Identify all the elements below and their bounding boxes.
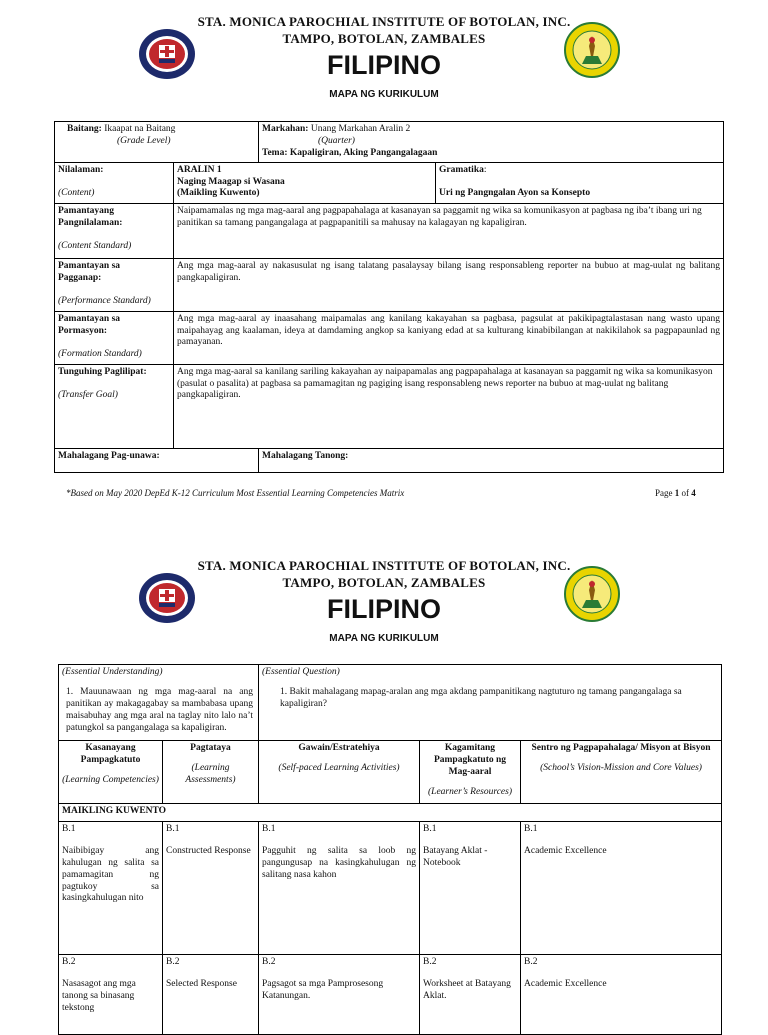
eu-cell: [59, 665, 259, 741]
eq-cell: [259, 665, 722, 741]
performance-standard-text: Ang mga mag-aaral ay nakasusulat ng isang talatang pasalaysay bilang isang responsableng reporter na bubuo at mag-uulat ng balitang pangkapaligiran.: [174, 258, 724, 311]
competency-text: Naibibigay ang kahulugan ng salita sa pamamagitan ng pagtukoy sa kasingkahulugan nito: [62, 845, 159, 904]
assessment-cell: [163, 822, 259, 955]
performance-standard-label1: [58, 261, 170, 273]
page-label: Page: [655, 488, 673, 498]
value-text: Academic Excellence: [524, 978, 607, 989]
page-of: of: [681, 488, 689, 498]
table-row: [55, 122, 724, 163]
assessment-text: Constructed Response: [166, 845, 251, 856]
table-row: [59, 665, 722, 741]
row-code: B.2: [62, 957, 76, 967]
formation-standard-label1: Pamantayan sa: [58, 313, 121, 324]
school-address: TAMPO, BOTOLAN, ZAMBALES: [282, 31, 486, 46]
transfer-goal-label-cell: [55, 364, 174, 448]
baitang-label: Baitang:: [67, 124, 102, 134]
formation-standard-sub: (Formation Standard): [58, 349, 142, 360]
content-standard-sub: (Content Standard): [58, 241, 132, 252]
header-title: Sentro ng Pagpapahalaga/ Misyon at Bisyon: [531, 743, 711, 753]
school-seal-icon: [138, 28, 196, 80]
assessment-text: Selected Response: [166, 978, 237, 989]
header-title: Kagamitang Pampagkatuto ng Mag-aaral: [433, 743, 507, 777]
table-row: [55, 162, 724, 203]
content-standard-label1: Pamantayang: [58, 205, 114, 216]
activity-cell: [259, 955, 420, 1035]
performance-standard-label-cell: [55, 258, 174, 311]
value-text: Academic Excellence: [524, 845, 607, 856]
competency-cell: [59, 955, 163, 1035]
nilalaman-sub: (Content): [58, 188, 95, 199]
header-sub: (Learning Assessments): [185, 762, 236, 785]
resource-cell: [420, 955, 521, 1035]
activity-text: Pagguhit ng salita sa loob ng pangungusap na kasingkahulugan ng salitang nasa kahon: [262, 845, 416, 880]
formation-standard-text: Ang mga mag-aaral ay inaasahang maipamalas ang kanilang kakayahan sa pagbasa, pagsulat at pakikipagtalastasan nang wasto upang maipahayag ang kaalaman, ideya at damdaming angkop sa kaniyang edad at sa kulturang kinabibilangan at nakikilahok sa pagpapaunlad ng pamayanan.: [174, 311, 724, 364]
gramatika-cell: Gramatika: Uri ng Pangngalan Ayon sa Konsepto: [436, 162, 724, 203]
header-sub: (Learning Competencies): [62, 774, 159, 785]
subject-title-2: FILIPINO: [327, 594, 441, 624]
performance-standard-label2: Pagganap:: [58, 272, 102, 283]
aralin-cell: [174, 162, 436, 203]
table-row: [55, 203, 724, 258]
eu-text: 1. Mauunawaan ng mga mag-aaral na ang panitikan ay makagagabay sa mambabasa upang maisabuhay ang mga aral na taglay nito lalo na’t patungkol sa pangangalaga sa kapaligiran.: [66, 686, 253, 733]
eq-label: (Essential Question): [262, 667, 340, 677]
resource-cell: [420, 822, 521, 955]
footer-note: *Based on May 2020 DepEd K-12 Curriculum Most Essential Learning Competencies Matrix: [66, 488, 405, 498]
row-code: B.1: [423, 824, 437, 834]
baitang-value: Ikaapat na Baitang: [104, 124, 176, 134]
markahan-cell: [259, 122, 724, 163]
header-values: [521, 741, 722, 804]
gramatika-label: Gramatika: [439, 164, 484, 175]
header-resources: [420, 741, 521, 804]
activity-cell: [259, 822, 420, 955]
table-row: [55, 364, 724, 448]
learning-plan-table: [58, 664, 722, 1035]
header-assessments: [163, 741, 259, 804]
page-total: 4: [691, 488, 696, 498]
content-standard-text: Naipamamalas ng mga mag-aaral ang pagpapahalaga at kasanayan sa paggamit ng wika sa komunikasyon at pagbasa ng iba’t ibang uri ng panitikan sa tamang pangangalaga at pagpapanitili sa mahusay na kalagayan ng kapaligiran.: [174, 203, 724, 258]
subject-title: FILIPINO: [327, 50, 441, 80]
aralin-title: Naging Maagap si Wasana: [177, 176, 285, 187]
school-name: STA. MONICA PAROCHIAL INSTITUTE OF BOTOLAN, INC.: [197, 14, 571, 29]
value-cell: [521, 955, 722, 1035]
doc-title-2: MAPA NG KURIKULUM: [329, 633, 439, 644]
header-activities: [259, 741, 420, 804]
table-row: [59, 822, 722, 955]
baitang-sub: (Grade Level): [117, 135, 171, 146]
curriculum-map-table: [54, 121, 724, 473]
competency-text: Nasasagot ang mga tanong sa binasang tekstong: [62, 978, 136, 1013]
value-cell: [521, 822, 722, 955]
content-standard-label2: Pangnilalaman:: [58, 217, 123, 228]
row-code: B.1: [524, 824, 538, 834]
table-row: [55, 448, 724, 472]
doc-title: MAPA NG KURIKULUM: [329, 89, 439, 100]
tanong-label: Mahalagang Tanong:: [259, 448, 724, 472]
table-row: [55, 258, 724, 311]
page-number: [655, 488, 696, 498]
table-row: [55, 311, 724, 364]
resource-text: Batayang Aklat - Notebook: [423, 845, 488, 868]
row-code: B.2: [524, 957, 538, 967]
header-title: Pagtataya: [190, 743, 231, 753]
row-code: B.2: [262, 957, 276, 967]
header-sub: (School’s Vision-Mission and Core Values): [540, 762, 702, 773]
assessment-cell: [163, 955, 259, 1035]
tema: Tema: Kapaligiran, Aking Pangangalagaan: [262, 147, 438, 158]
header-sub: (Self-paced Learning Activities): [278, 762, 400, 773]
school-name-2: STA. MONICA PAROCHIAL INSTITUTE OF BOTOLAN, INC.: [197, 558, 571, 573]
pag-unawa-label: Mahalagang Pag-unawa:: [55, 448, 259, 472]
row-code: B.2: [423, 957, 437, 967]
aralin-type: (Maikling Kuwento): [177, 188, 260, 199]
nilalaman-label-cell: [55, 162, 174, 203]
baitang-cell: [55, 122, 259, 163]
activity-text: Pagsagot sa mga Pamprosesong Katanungan.: [262, 978, 384, 1001]
gramatika-value: Uri ng Pangngalan Ayon sa Konsepto: [439, 188, 591, 199]
markahan-label: Markahan:: [262, 124, 309, 134]
header-title: Kasanayang Pampagkatuto: [80, 743, 141, 765]
formation-standard-label-cell: [55, 311, 174, 364]
row-code: B.1: [262, 824, 276, 834]
competency-cell: [59, 822, 163, 955]
header-competencies: [59, 741, 163, 804]
transfer-goal-text: Ang mga mag-aaral sa kanilang sariling kakayahan ay naipapamalas ang pagpapahalaga at kasanayan sa paggamit ng wika sa komunikasyon (pasulat o pasalita) at pagbasa sa pamamagitan ng pagiging isang responsableng news reporter na bubuo at mag-uulat ng balitang pangkapaligiran.: [174, 364, 724, 448]
performance-standard-sub: (Performance Standard): [58, 296, 151, 307]
school-seal-icon: [138, 572, 196, 624]
school-address-2: TAMPO, BOTOLAN, ZAMBALES: [282, 575, 486, 590]
transfer-goal-label: Tunguhing Paglilipat:: [58, 366, 147, 377]
resource-text: Worksheet at Batayang Aklat.: [423, 978, 511, 1001]
markahan-sub: (Quarter): [318, 135, 355, 146]
deped-seal-icon: [564, 566, 620, 622]
row-code: B.2: [166, 957, 180, 967]
transfer-goal-sub: (Transfer Goal): [58, 390, 118, 401]
formation-standard-label2: Pormasyon:: [58, 325, 108, 336]
table-row: [59, 955, 722, 1035]
eq-text: 1. Bakit mahalagang mapag-aralan ang mga akdang pampanitikang nagtuturo ng tamang pangangalaga sa kapaligiran?: [280, 686, 682, 709]
aralin-number: ARALIN 1: [177, 164, 222, 175]
eu-label: (Essential Understanding): [62, 667, 163, 677]
content-standard-label-cell: [55, 203, 174, 258]
performance-label-text: Pamantayan sa: [58, 260, 121, 271]
markahan-value: Unang Markahan Aralin 2: [310, 124, 411, 134]
table-header-row: [59, 741, 722, 804]
row-code: B.1: [166, 824, 180, 834]
table-row: [59, 804, 722, 822]
header-sub: (Learner’s Resources): [428, 786, 512, 797]
nilalaman-label: Nilalaman:: [58, 164, 104, 175]
header-title: Gawain/Estratehiya: [298, 743, 380, 753]
section-label: MAIKLING KUWENTO: [59, 804, 722, 822]
page-current: 1: [674, 488, 680, 498]
deped-seal-icon: [564, 22, 620, 78]
row-code: B.1: [62, 824, 76, 834]
